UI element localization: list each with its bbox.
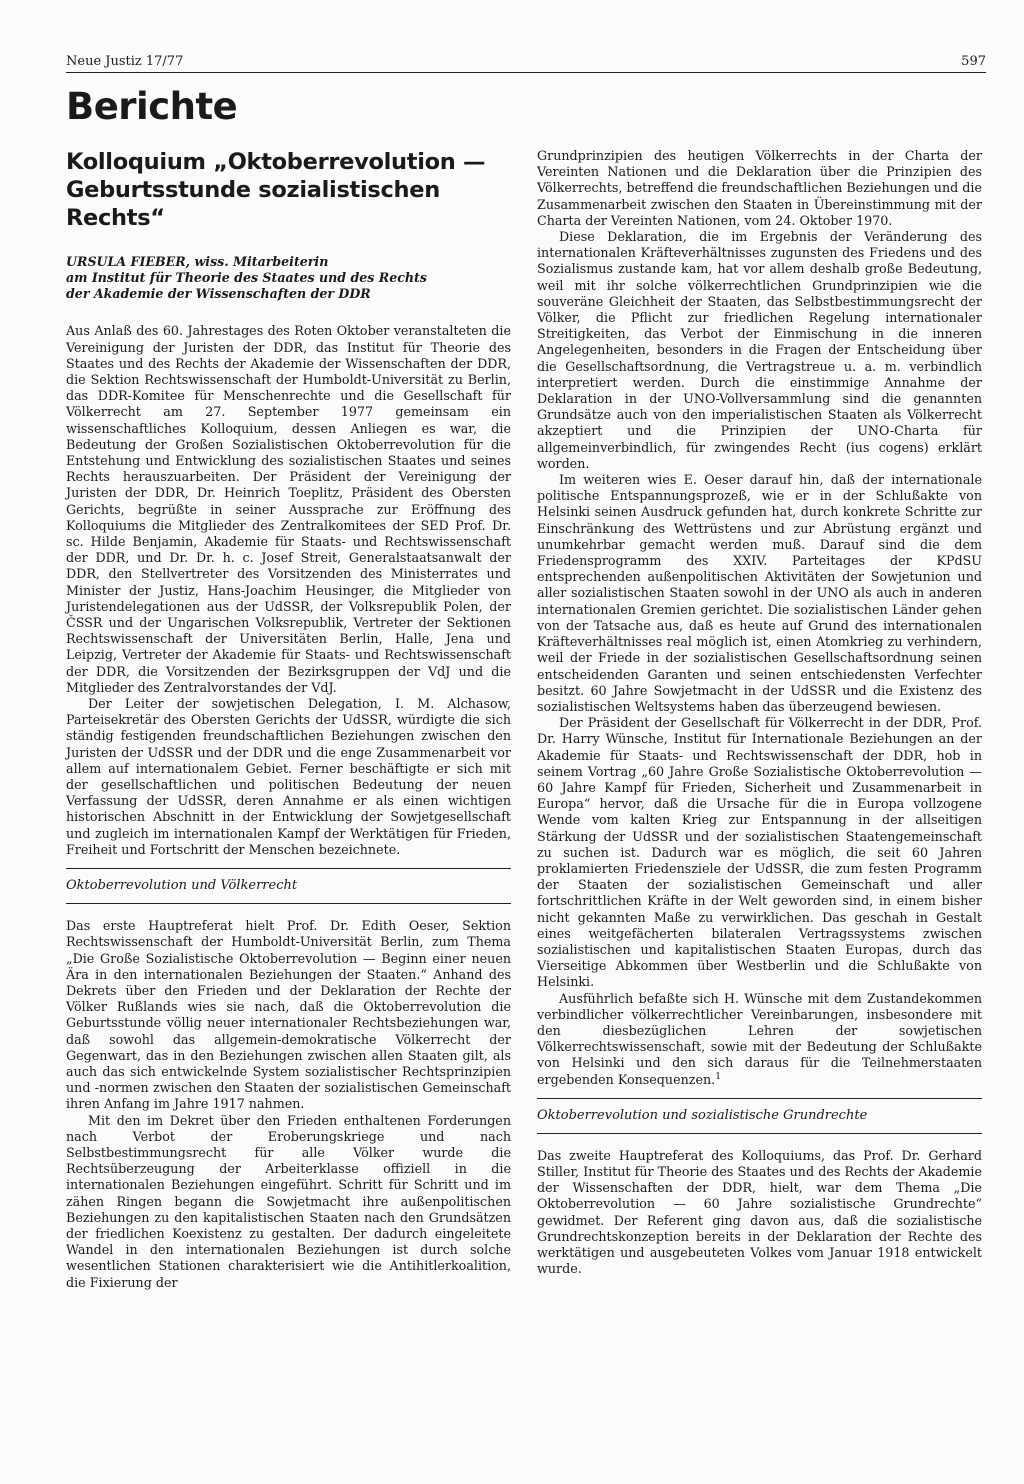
paragraph: Der Präsident der Gesellschaft für Völkerrecht in der DDR, Prof. Dr. Harry Wünsche, Institut für Internationale Beziehungen an der Akademie für Staats- und Rechtswissenschaft der DDR, hob in seinem Vortrag „60 Jahre Große Sozialistische Oktoberrevolution — 60 Jahre Kampf für Frieden, Sicherheit und Zusammenarbeit in Europa“ hervor, daß die Ursache für die in Europa vollzogene Wende vom kalten Krieg zur Entspannung in der allseitigen Stärkung der UdSSR und der sozialistischen Staatengemeinschaft zu suchen ist. Dadurch war es möglich, die seit 60 Jahren proklamierten Friedensziele der UdSSR, die zum festen Programm der Staaten der sozialistischen Gemeinschaft und aller fortschrittlichen Kräfte in der Welt geworden sind, in einem bisher nicht gekannten Maße zu verwirklichen. Das geschah in Gestalt eines weitgefächerten bilateralen Vertragssystems zwischen sozialistischen und kapitalistischen Staaten Europas, durch das Vierseitige Abkommen über Westberlin und die Schlußakte von Helsinki. [537, 715, 982, 990]
page-header [66, 48, 986, 73]
section-heading: Oktoberrevolution und Völkerrecht [66, 869, 511, 904]
paragraph: Aus Anlaß des 60. Jahrestages des Roten Oktober veranstalteten die Vereinigung der Juristen der DDR, das Institut für Theorie des Staates und des Rechts der Akademie der Wissenschaften der DDR, die Sektion Rechtswissenschaft der Humboldt-Universität zu Berlin, das DDR-Komitee für Menschenrechte und die Gesellschaft für Völkerrecht am 27. September 1977 gemeinsam ein wissenschaftliches Kolloquium, dessen Anliegen es war, die Bedeutung der Großen Sozialistischen Oktoberrevolution für die Entstehung und Entwicklung des sozialistischen Staates und seines Rechts herauszuarbeiten. Der Präsident der Vereinigung der Juristen der DDR, Dr. Heinrich Toeplitz, Präsident des Obersten Gerichts, begrüßte in seiner Aussprache zur Eröffnung des Kolloquiums die Mitglieder des Zentralkomitees der SED Prof. Dr. sc. Hilde Benjamin, Akademie für Staats- und Rechtswissenschaft der DDR, und Dr. Dr. h. c. Josef Streit, Generalstaatsanwalt der DDR, den Stellvertreter des Vorsitzenden des Ministerrates und Minister der Justiz, Hans-Joachim Heusinger, die Mitglieder von Juristendelegationen aus der UdSSR, der Volksrepublik Polen, der ČSSR und der Ungarischen Volksrepublik, Vertreter der Sektionen Rechtswissenschaft der Universitäten Berlin, Halle, Jena und Leipzig, Vertreter der Akademie für Staats- und Rechtswissenschaft der DDR, die Vorsitzenden der Bezirksgruppen der VdJ und die Mitglieder des Zentralvorstandes der VdJ. [66, 323, 511, 695]
paragraph: Mit den im Dekret über den Frieden enthaltenen Forderungen nach Verbot der Eroberungskriege und nach Selbstbestimmungsrecht für alle Völker wurde die Rechtsüberzeugung der Arbeiterklasse offiziell in die internationalen Beziehungen eingeführt. Schritt für Schritt und im zähen Ringen begann die Sowjetmacht ihre außenpolitischen Beziehungen zu den kapitalistischen Staaten nach den Grundsätzen der friedlichen Koexistenz zu gestalten. Der dadurch eingeleitete Wandel in den internationalen Beziehungen ist durch solche wesentlichen Stationen charakterisiert wie die Antihitlerkoalition, die Fixierung der [66, 1112, 511, 1290]
paragraph: Das erste Hauptreferat hielt Prof. Dr. Edith Oeser, Sektion Rechtswissenschaft der Humboldt-Universität Berlin, zum Thema „Die Große Sozialistische Oktoberrevolution — Beginn einer neuen Ära in den internationalen Beziehungen der Staaten.“ Anhand des Dekrets über den Frieden und der Deklaration der Rechte der Völker Rußlands wies sie nach, daß die Oktoberrevolution die Geburtsstunde völlig neuer internationaler Rechtsbeziehungen war, daß sowohl das allgemein-demokratische Völkerrecht der Gegenwart, das in den Beziehungen zwischen allen Staaten gilt, als auch das sich entwickelnde System sozialistischer Rechtsprinzipien und -normen zwischen den Staaten der sozialistischen Gemeinschaft ihren Anfang im Jahre 1917 nahmen. [66, 918, 511, 1112]
left-column [66, 148, 511, 1468]
paragraph: Das zweite Hauptreferat des Kolloquiums, das Prof. Dr. Gerhard Stiller, Institut für Theorie des Staates und des Rechts der Akademie der Wissenschaften der DDR, hielt, war dem Thema „Die Oktoberrevolution — 60 Jahre sozialistische Grundrechte“ gewidmet. Der Referent ging davon aus, daß die sozialistische Grundrechtskonzeption bereits in der Deklaration der Rechte des werktätigen und ausgebeuteten Volkes vom Januar 1918 entwickelt wurde. [537, 1147, 982, 1277]
section-rubric: Berichte [66, 85, 238, 128]
paragraph: Grundprinzipien des heutigen Völkerrechts in der Charta der Vereinten Nationen und die Deklaration über die Prinzipien des Völkerrechts, betreffend die freundschaftlichen Beziehungen und die Zusammenarbeit zwischen den Staaten in Übereinstimmung mit der Charta der Vereinten Nationen, vom 24. Oktober 1970. [537, 148, 982, 228]
byline-line: der Akademie der Wissenschaften der DDR [66, 285, 371, 301]
paragraph-text: Ausführlich befaßte sich H. Wünsche mit dem Zustandekommen verbindlicher völkerrechtlicher Vereinbarungen, insbesondere mit den diesbezüglichen Lehren der sowjetischen Völkerrechtswissenschaft, sowie mit der Bedeutung der Schlußakte von Helsinki und den sich daraus für die Teilnehmerstaaten ergebenden Konsequenzen. [537, 990, 982, 1087]
footnote-marker: 1 [715, 1071, 721, 1082]
paragraph: Der Leiter der sowjetischen Delegation, I. M. Alchasow, Parteisekretär des Obersten Gerichts der UdSSR, würdigte die sich ständig festigenden freundschaftlichen Beziehungen zwischen den Juristen der UdSSR und der DDR und die enge Zusammenarbeit vor allem auf internationalem Gebiet. Ferner beschäftigte er sich mit der gesellschaftlichen und politischen Bedeutung der neuen Verfassung der UdSSR, deren Annahme er als einen wichtigen historischen Abschnitt in der Entwicklung der Sowjetgesellschaft und zugleich im internationalen Kampf der Werktätigen für Frieden, Freiheit und Fortschritt der Menschen bezeichnete. [66, 696, 511, 857]
paragraph: Diese Deklaration, die im Ergebnis der Veränderung des internationalen Kräfteverhältnisses zugunsten des Friedens und des Sozialismus zustande kam, hat vor allem deshalb große Bedeutung, weil mit ihr solche völkerrechtlichen Grundprinzipien wie die souveräne Gleichheit der Staaten, das Selbstbestimmungsrecht der Völker, die Pflicht zur friedlichen Regelung internationaler Streitigkeiten, das Verbot der Einmischung in die inneren Angelegenheiten, besonders in die Fragen der Entscheidung über die Gesellschaftsordnung, die Vertragstreue u. a. m. verbindlich interpretiert werden. Durch die einstimmige Annahme der Deklaration in der UNO-Vollversammlung sind die genannten Grundsätze auch von den imperialistischen Staaten als Völkerrecht akzeptiert und die Prinzipien der UNO-Charta für allgemeinverbindlich, für zwingendes Recht (ius cogens) erklärt worden. [537, 229, 982, 471]
article-title: Kolloquium „Oktoberrevolution — Geburtsstunde sozialistischen Rechts“ [66, 149, 486, 231]
byline-line: am Institut für Theorie des Staates und des Rechts [66, 269, 427, 285]
journal-issue: Neue Justiz 17/77 [66, 54, 184, 69]
page-number: 597 [961, 54, 986, 69]
paragraph: Im weiteren wies E. Oeser darauf hin, daß der internationale politische Entspannungsprozeß, wie er in der Schlußakte von Helsinki seinen Ausdruck gefunden hat, durch konkrete Schritte zur Einschränkung des Wettrüstens und zur Abrüstung ergänzt und unumkehrbar gemacht werden muß. Darauf sind die dem Friedensprogramm des XXIV. Parteitages der KPdSU entsprechenden außenpolitischen Aktivitäten der Sowjetunion und aller sozialistischen Staaten sowohl in der UNO als auch in anderen internationalen Gremien gerichtet. Die sozialistischen Länder gehen von der Tatsache aus, daß es heute auf Grund des internationalen Kräfteverhältnisses real möglich ist, einen Atomkrieg zu verhindern, weil der Friede in der sozialistischen Gesellschaftsordnung seinen entscheidenden Garanten und seinen entschiedensten Verfechter besitzt. 60 Jahre Sowjetmacht in der UdSSR und die Existenz des sozialistischen Weltsystems haben das überzeugend bewiesen. [537, 472, 982, 714]
right-column [537, 148, 982, 1468]
paragraph [537, 991, 982, 1088]
byline-line: URSULA FIEBER, wiss. Mitarbeiterin [66, 254, 329, 269]
section-heading: Oktoberrevolution und sozialistische Grundrechte [537, 1099, 982, 1134]
author-byline [66, 254, 511, 301]
